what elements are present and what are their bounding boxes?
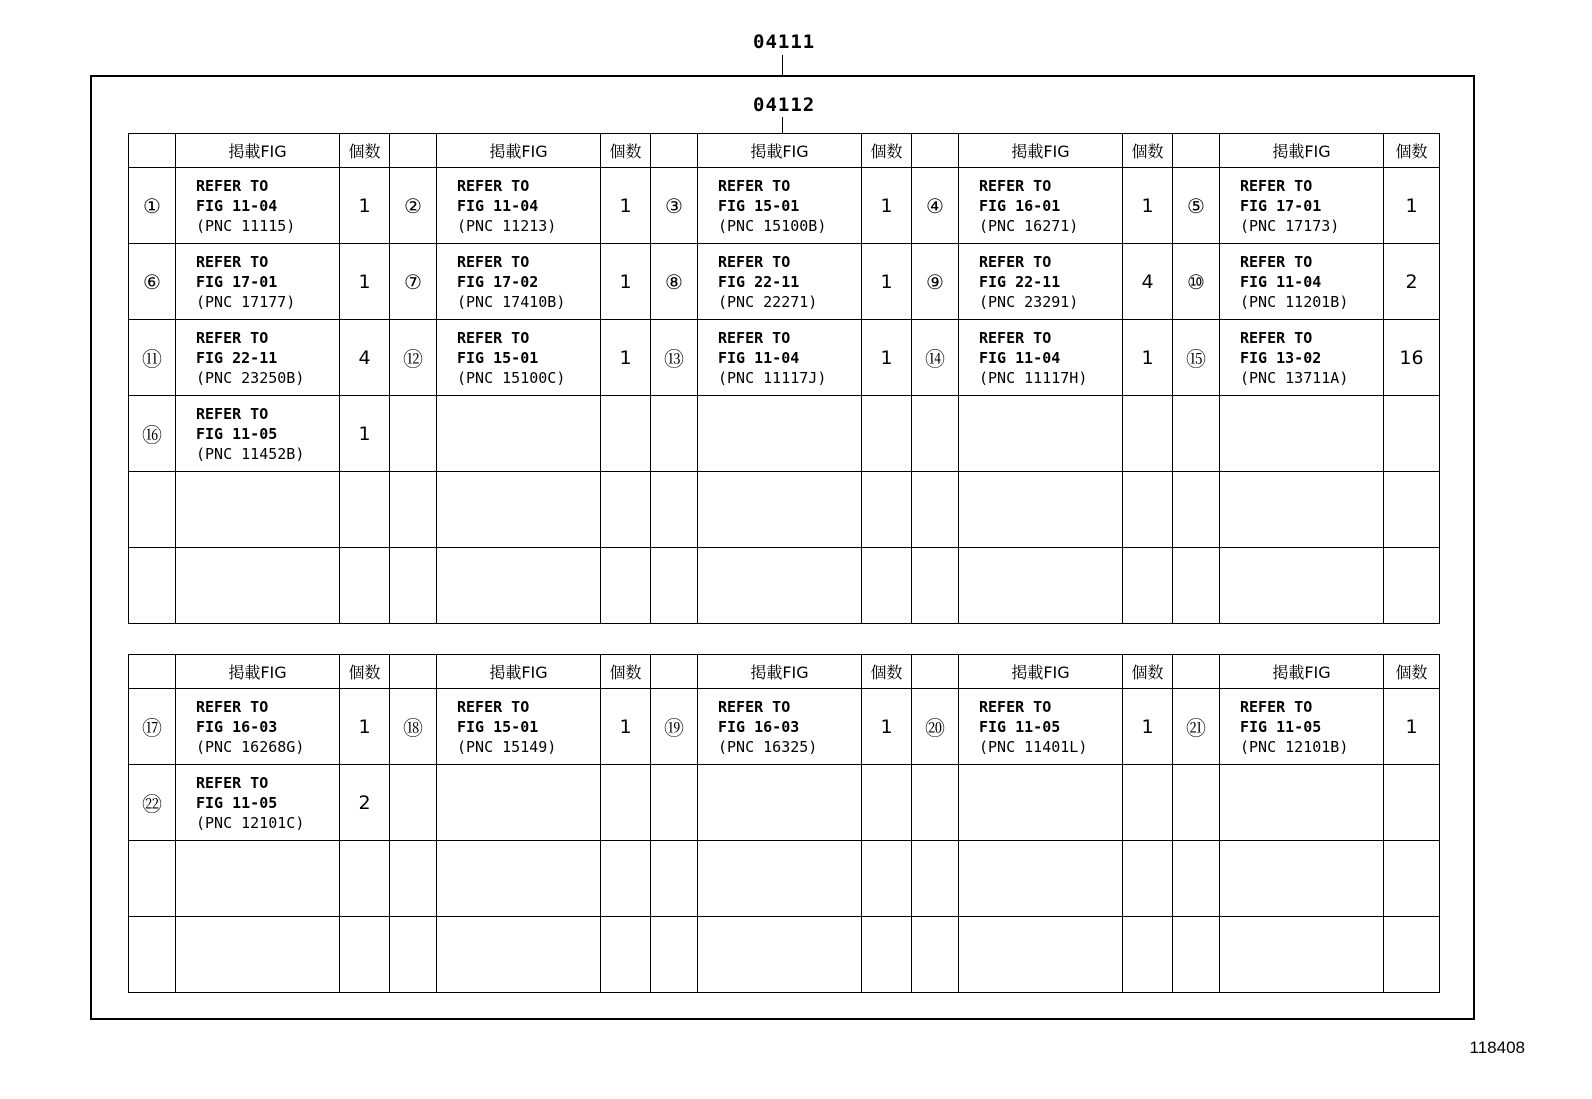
fig-reference: [698, 841, 862, 917]
fig-reference: [959, 917, 1123, 993]
item-number: [651, 548, 698, 624]
fig-reference: [437, 396, 601, 472]
fig-reference: [959, 396, 1123, 472]
quantity: [1123, 917, 1173, 993]
fig-reference-pnc: (PNC 16325): [718, 737, 818, 756]
fig-reference: [698, 320, 862, 396]
item-number: ⑰: [129, 689, 176, 765]
leader-line-04111: [782, 55, 783, 75]
table-row: [129, 689, 1440, 765]
fig-reference-figure: FIG 13-02: [1240, 348, 1322, 367]
fig-reference: [698, 917, 862, 993]
fig-reference: [1220, 244, 1384, 320]
item-number: [129, 472, 176, 548]
header-blank-cell: [129, 134, 176, 168]
item-number: [912, 548, 959, 624]
header-qty: 個数: [601, 134, 651, 168]
fig-reference-prefix: REFER TO: [1240, 176, 1313, 195]
fig-reference-prefix: REFER TO: [1240, 252, 1313, 271]
item-number: ⑦: [390, 244, 437, 320]
fig-reference-prefix: REFER TO: [1240, 328, 1313, 347]
fig-reference: [1220, 917, 1384, 993]
item-number: [651, 841, 698, 917]
item-number: [390, 396, 437, 472]
fig-reference: [437, 689, 601, 765]
fig-reference: [959, 168, 1123, 244]
item-number: [390, 472, 437, 548]
fig-reference-figure: FIG 11-05: [196, 424, 278, 443]
item-number: [912, 917, 959, 993]
item-number: [912, 765, 959, 841]
header-fig: 掲載FIG: [959, 134, 1123, 168]
item-number: ⑫: [390, 320, 437, 396]
fig-reference-pnc: (PNC 15149): [457, 737, 557, 756]
fig-reference-prefix: REFER TO: [457, 328, 530, 347]
fig-reference: [959, 472, 1123, 548]
fig-reference-prefix: REFER TO: [979, 176, 1052, 195]
quantity: [1123, 548, 1173, 624]
item-number: [390, 548, 437, 624]
quantity: [340, 472, 390, 548]
fig-reference-pnc: (PNC 23250B): [196, 368, 305, 387]
quantity: [340, 917, 390, 993]
quantity: 1: [1123, 320, 1173, 396]
header-fig: 掲載FIG: [437, 655, 601, 689]
fig-reference: [437, 917, 601, 993]
fig-reference-pnc: (PNC 11201B): [1240, 292, 1349, 311]
fig-reference-figure: FIG 11-04: [457, 196, 539, 215]
item-number: ⑧: [651, 244, 698, 320]
quantity: 1: [601, 320, 651, 396]
quantity: 1: [340, 168, 390, 244]
fig-reference: [698, 472, 862, 548]
fig-reference: [176, 765, 340, 841]
fig-reference-prefix: REFER TO: [457, 176, 530, 195]
quantity: [340, 548, 390, 624]
fig-reference: [437, 320, 601, 396]
quantity: [862, 472, 912, 548]
quantity: 16: [1384, 320, 1440, 396]
quantity: 1: [862, 244, 912, 320]
quantity: [340, 841, 390, 917]
item-number: ⑬: [651, 320, 698, 396]
item-number: ⑭: [912, 320, 959, 396]
item-number: ⑤: [1173, 168, 1220, 244]
fig-reference: [698, 548, 862, 624]
fig-reference: [437, 168, 601, 244]
fig-reference-prefix: REFER TO: [457, 697, 530, 716]
header-qty: 個数: [340, 655, 390, 689]
fig-reference: [698, 396, 862, 472]
quantity: 1: [601, 244, 651, 320]
quantity: [601, 396, 651, 472]
fig-reference-figure: FIG 11-04: [718, 348, 800, 367]
quantity: [601, 917, 651, 993]
fig-reference-figure: FIG 17-01: [1240, 196, 1322, 215]
item-number: [912, 396, 959, 472]
fig-reference-prefix: REFER TO: [196, 328, 269, 347]
fig-reference-prefix: REFER TO: [718, 176, 791, 195]
header-qty: 個数: [1123, 655, 1173, 689]
fig-reference-pnc: (PNC 12101B): [1240, 737, 1349, 756]
fig-reference-prefix: REFER TO: [718, 697, 791, 716]
fig-reference-prefix: REFER TO: [196, 176, 269, 195]
fig-reference: [1220, 472, 1384, 548]
reference-table-group-1: [128, 133, 1440, 624]
fig-reference-figure: FIG 16-03: [718, 717, 800, 736]
quantity: [1384, 472, 1440, 548]
fig-reference: [959, 244, 1123, 320]
quantity: 1: [601, 168, 651, 244]
fig-reference-prefix: REFER TO: [196, 252, 269, 271]
header-qty: 個数: [601, 655, 651, 689]
fig-reference-figure: FIG 11-04: [196, 196, 278, 215]
quantity: 2: [1384, 244, 1440, 320]
fig-reference-pnc: (PNC 11213): [457, 216, 557, 235]
fig-reference-pnc: (PNC 15100C): [457, 368, 566, 387]
quantity: 1: [1384, 168, 1440, 244]
fig-reference: [698, 765, 862, 841]
quantity: [1384, 396, 1440, 472]
fig-reference: [1220, 689, 1384, 765]
header-blank-cell: [651, 655, 698, 689]
item-number: [1173, 765, 1220, 841]
fig-reference-prefix: REFER TO: [196, 404, 269, 423]
header-qty: 個数: [1384, 655, 1440, 689]
quantity: 1: [601, 689, 651, 765]
item-number: ⑪: [129, 320, 176, 396]
item-number: ④: [912, 168, 959, 244]
item-number: [651, 765, 698, 841]
item-number: [1173, 841, 1220, 917]
item-number: [651, 472, 698, 548]
quantity: 1: [862, 168, 912, 244]
fig-reference-pnc: (PNC 11401L): [979, 737, 1088, 756]
fig-reference: [437, 841, 601, 917]
item-number: ⑮: [1173, 320, 1220, 396]
fig-reference: [959, 841, 1123, 917]
fig-reference-figure: FIG 15-01: [457, 717, 539, 736]
header-qty: 個数: [1384, 134, 1440, 168]
item-number: [1173, 917, 1220, 993]
fig-reference-pnc: (PNC 11117H): [979, 368, 1088, 387]
quantity: [601, 548, 651, 624]
quantity: [862, 917, 912, 993]
fig-reference-pnc: (PNC 17173): [1240, 216, 1340, 235]
fig-reference: [176, 841, 340, 917]
table-header-row: [129, 655, 1440, 689]
fig-reference: [959, 765, 1123, 841]
header-fig: 掲載FIG: [176, 134, 340, 168]
table-row: [129, 396, 1440, 472]
fig-reference-figure: FIG 16-03: [196, 717, 278, 736]
item-number: [390, 841, 437, 917]
fig-reference-figure: FIG 15-01: [718, 196, 800, 215]
quantity: 1: [340, 244, 390, 320]
fig-reference-pnc: (PNC 16268G): [196, 737, 305, 756]
fig-reference: [176, 168, 340, 244]
item-number: ⑩: [1173, 244, 1220, 320]
fig-reference-prefix: REFER TO: [196, 697, 269, 716]
header-fig: 掲載FIG: [698, 134, 862, 168]
header-blank-cell: [390, 134, 437, 168]
item-number: [129, 917, 176, 993]
quantity: [862, 765, 912, 841]
fig-reference-figure: FIG 22-11: [979, 272, 1061, 291]
quantity: 4: [340, 320, 390, 396]
fig-reference-figure: FIG 15-01: [457, 348, 539, 367]
fig-reference: [176, 548, 340, 624]
fig-reference-figure: FIG 17-01: [196, 272, 278, 291]
fig-reference-figure: FIG 11-05: [196, 793, 278, 812]
fig-reference: [1220, 168, 1384, 244]
item-number: ⑯: [129, 396, 176, 472]
quantity: [1123, 765, 1173, 841]
item-number: ③: [651, 168, 698, 244]
item-number: ②: [390, 168, 437, 244]
table-row: [129, 168, 1440, 244]
fig-reference: [437, 548, 601, 624]
header-qty: 個数: [862, 134, 912, 168]
fig-reference: [1220, 841, 1384, 917]
quantity: [601, 841, 651, 917]
fig-reference: [698, 689, 862, 765]
quantity: [1384, 548, 1440, 624]
fig-reference-figure: FIG 22-11: [718, 272, 800, 291]
fig-reference-pnc: (PNC 12101C): [196, 813, 305, 832]
header-qty: 個数: [862, 655, 912, 689]
fig-reference-figure: FIG 17-02: [457, 272, 539, 291]
document-number: 118408: [1469, 1038, 1525, 1057]
fig-reference-prefix: REFER TO: [718, 328, 791, 347]
table-row: [129, 472, 1440, 548]
leader-line-04112: [782, 117, 783, 133]
quantity: [1384, 841, 1440, 917]
header-qty: 個数: [1123, 134, 1173, 168]
fig-reference: [176, 244, 340, 320]
fig-reference-pnc: (PNC 22271): [718, 292, 818, 311]
item-number: [1173, 396, 1220, 472]
header-fig: 掲載FIG: [1220, 655, 1384, 689]
item-number: [651, 396, 698, 472]
quantity: 1: [862, 320, 912, 396]
reference-table-group-2: [128, 654, 1440, 993]
fig-reference-prefix: REFER TO: [718, 252, 791, 271]
table-header-row: [129, 134, 1440, 168]
header-blank-cell: [390, 655, 437, 689]
fig-reference-pnc: (PNC 15100B): [718, 216, 827, 235]
fig-reference-pnc: (PNC 23291): [979, 292, 1079, 311]
item-number: ⑱: [390, 689, 437, 765]
fig-reference-figure: FIG 11-04: [979, 348, 1061, 367]
fig-reference-figure: FIG 11-05: [1240, 717, 1322, 736]
quantity: 1: [340, 689, 390, 765]
quantity: [862, 548, 912, 624]
fig-reference-pnc: (PNC 11117J): [718, 368, 827, 387]
fig-reference-pnc: (PNC 17410B): [457, 292, 566, 311]
item-number: ㉒: [129, 765, 176, 841]
table-row: [129, 320, 1440, 396]
fig-reference: [1220, 548, 1384, 624]
fig-reference: [437, 765, 601, 841]
fig-reference: [437, 244, 601, 320]
fig-reference-prefix: REFER TO: [979, 328, 1052, 347]
assembly-label-04112: 04112: [753, 94, 816, 116]
fig-reference: [1220, 320, 1384, 396]
quantity: [1123, 841, 1173, 917]
fig-reference-prefix: REFER TO: [457, 252, 530, 271]
fig-reference-prefix: REFER TO: [196, 773, 269, 792]
item-number: ㉑: [1173, 689, 1220, 765]
fig-reference: [959, 689, 1123, 765]
quantity: [601, 765, 651, 841]
quantity: 1: [340, 396, 390, 472]
table-row: [129, 841, 1440, 917]
fig-reference-pnc: (PNC 16271): [979, 216, 1079, 235]
header-fig: 掲載FIG: [1220, 134, 1384, 168]
item-number: [390, 917, 437, 993]
fig-reference-prefix: REFER TO: [1240, 697, 1313, 716]
quantity: 1: [1123, 689, 1173, 765]
assembly-label-04111: 04111: [753, 31, 816, 53]
quantity: 1: [1123, 168, 1173, 244]
item-number: ①: [129, 168, 176, 244]
item-number: ⑨: [912, 244, 959, 320]
quantity: 4: [1123, 244, 1173, 320]
fig-reference: [176, 396, 340, 472]
header-blank-cell: [1173, 134, 1220, 168]
header-qty: 個数: [340, 134, 390, 168]
item-number: [1173, 472, 1220, 548]
header-fig: 掲載FIG: [176, 655, 340, 689]
fig-reference-figure: FIG 11-05: [979, 717, 1061, 736]
item-number: ⑳: [912, 689, 959, 765]
fig-reference: [437, 472, 601, 548]
header-fig: 掲載FIG: [437, 134, 601, 168]
header-blank-cell: [1173, 655, 1220, 689]
header-blank-cell: [651, 134, 698, 168]
item-number: [129, 841, 176, 917]
table-row: [129, 548, 1440, 624]
fig-reference: [959, 320, 1123, 396]
fig-reference-pnc: (PNC 11452B): [196, 444, 305, 463]
fig-reference: [1220, 396, 1384, 472]
fig-reference: [698, 244, 862, 320]
item-number: [390, 765, 437, 841]
quantity: [862, 396, 912, 472]
header-fig: 掲載FIG: [698, 655, 862, 689]
fig-reference-prefix: REFER TO: [979, 697, 1052, 716]
fig-reference-figure: FIG 22-11: [196, 348, 278, 367]
item-number: [129, 548, 176, 624]
quantity: [862, 841, 912, 917]
quantity: [1123, 396, 1173, 472]
table-row: [129, 244, 1440, 320]
fig-reference-pnc: (PNC 17177): [196, 292, 296, 311]
fig-reference: [176, 689, 340, 765]
item-number: [1173, 548, 1220, 624]
fig-reference-figure: FIG 16-01: [979, 196, 1061, 215]
fig-reference: [176, 472, 340, 548]
table-row: [129, 917, 1440, 993]
quantity: [1384, 917, 1440, 993]
quantity: 1: [862, 689, 912, 765]
item-number: [651, 917, 698, 993]
table-row: [129, 765, 1440, 841]
item-number: ⑥: [129, 244, 176, 320]
item-number: [912, 472, 959, 548]
fig-reference-figure: FIG 11-04: [1240, 272, 1322, 291]
fig-reference: [1220, 765, 1384, 841]
quantity: 1: [1384, 689, 1440, 765]
quantity: [1384, 765, 1440, 841]
item-number: [912, 841, 959, 917]
item-number: ⑲: [651, 689, 698, 765]
fig-reference-pnc: (PNC 13711A): [1240, 368, 1349, 387]
fig-reference: [698, 168, 862, 244]
header-blank-cell: [912, 655, 959, 689]
header-blank-cell: [129, 655, 176, 689]
quantity: 2: [340, 765, 390, 841]
fig-reference: [176, 917, 340, 993]
fig-reference: [176, 320, 340, 396]
header-blank-cell: [912, 134, 959, 168]
quantity: [601, 472, 651, 548]
fig-reference-pnc: (PNC 11115): [196, 216, 296, 235]
header-fig: 掲載FIG: [959, 655, 1123, 689]
quantity: [1123, 472, 1173, 548]
fig-reference-prefix: REFER TO: [979, 252, 1052, 271]
fig-reference: [959, 548, 1123, 624]
